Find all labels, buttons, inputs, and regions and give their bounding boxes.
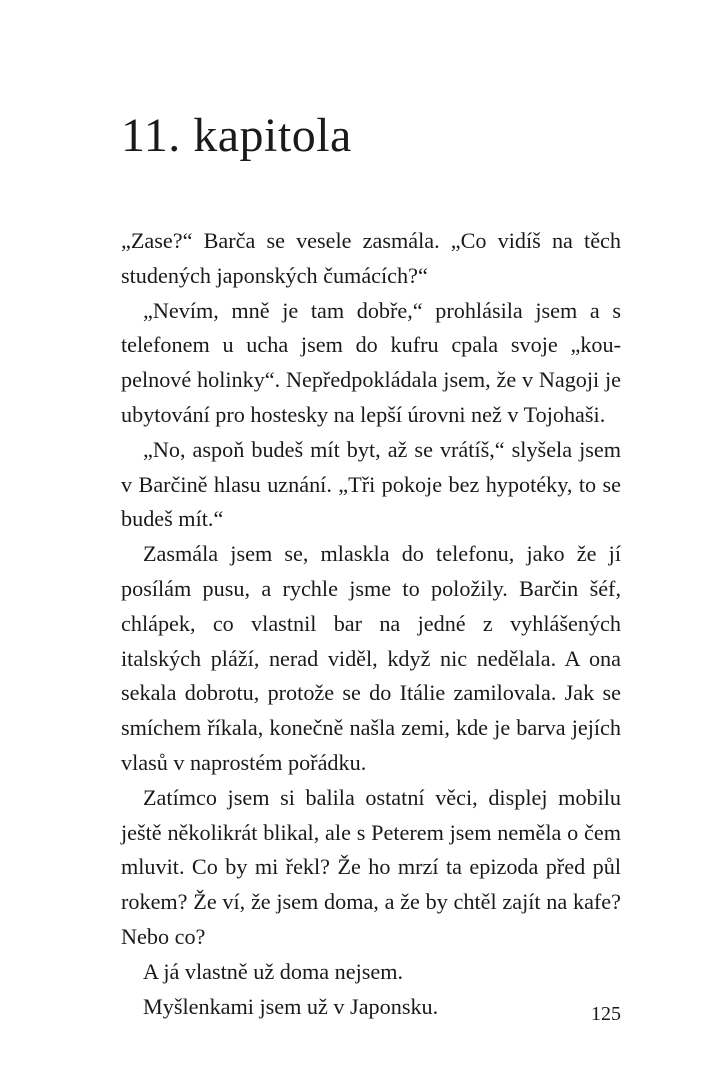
- paragraph: „Zase?“ Barča se vesele zasmála. „Co vidíš na těch studených japonských čumácích?“: [121, 228, 621, 288]
- chapter-title: 11. kapitola: [121, 109, 352, 162]
- paragraph: „Nevím, mně je tam dobře,“ prohlásila jsem a s telefonem u ucha jsem do kufru cpala svoje „koupelnové holinky“. Nepředpokládala jsem, že v Nagoji je ubytování pro hostesky na lepší úrovni než v Tojohaši.: [121, 297, 621, 427]
- paragraph: „No, aspoň budeš mít byt, až se vrátíš,“ slyšela jsem v Barčině hlasu uznání. „Tři pokoje bez hypotéky, to se budeš mít.“: [121, 436, 621, 532]
- paragraph: Myšlenkami jsem už v Japonsku.: [143, 993, 439, 1019]
- paragraph: Zatímco jsem si balila ostatní věci, displej mobilu ještě několikrát blikal, ale s Peterem jsem neměla o čem mluvit. Co by mi řekl? Že ho mrzí ta epizoda před půl rokem? Že ví, že jsem doma, a že by chtěl zajít na kafe? Nebo co?: [121, 784, 621, 949]
- paragraph: Zasmála jsem se, mlaskla do telefonu, jako že jí posílám pusu, a rychle jsme to položily. Barčin šéf, chlápek, co vlastnil bar na jedné z vyhlášených italských pláží, nerad viděl, když nic nedělala. A ona sekala dobrotu, protože se do Itálie zamilovala. Jak se smíchem říkala, konečně našla zemi, kde je barva jejích vlasů v naprostém pořádku.: [121, 541, 621, 775]
- page-number: 125: [591, 1003, 621, 1025]
- paragraph: A já vlastně už doma nejsem.: [143, 958, 404, 984]
- chapter-body: [121, 224, 621, 1024]
